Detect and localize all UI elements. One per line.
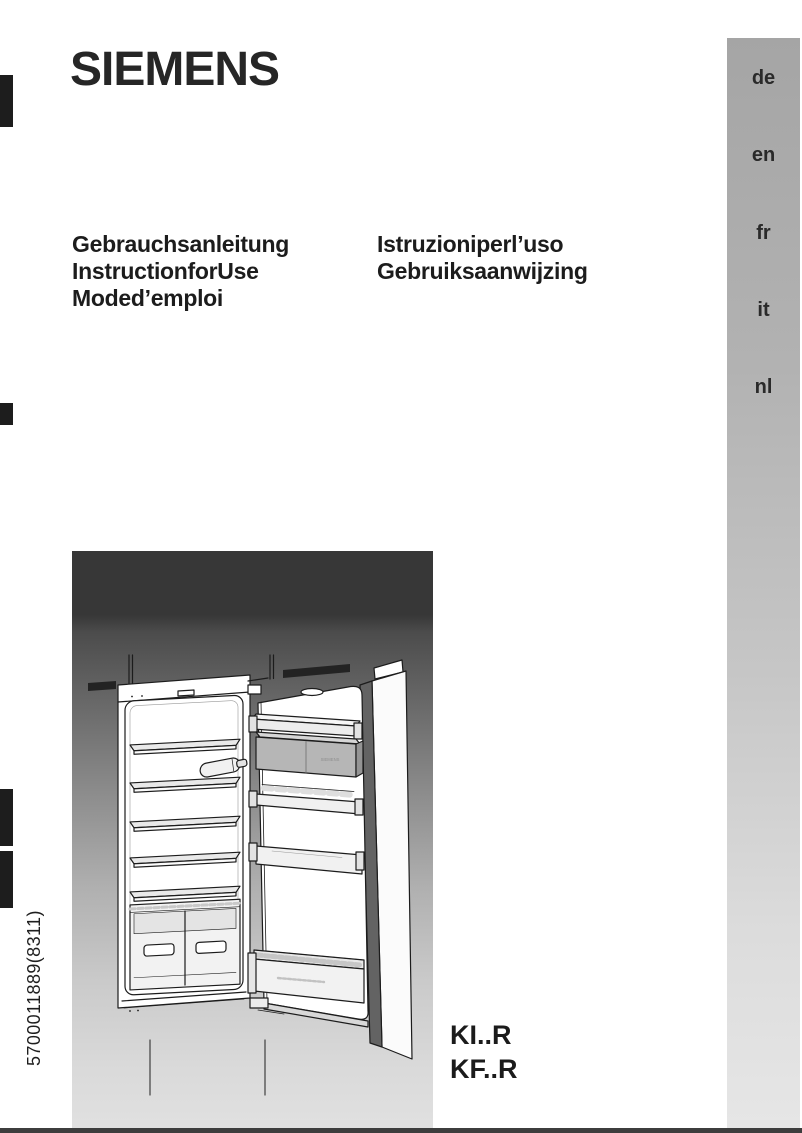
document-code: 5700011889(8311) (24, 910, 44, 1066)
refrigerator-door (248, 660, 412, 1059)
language-tab-nl: nl (754, 376, 773, 398)
language-tab-de: de (751, 67, 776, 89)
title-line-de: Gebrauchsanleitung (72, 231, 289, 257)
title-column-right (377, 231, 588, 285)
model-numbers (450, 1018, 518, 1086)
registration-mark (0, 789, 13, 846)
door-bin-brand-label: SIEMENS (320, 757, 340, 762)
model-line-1: KI..R (450, 1020, 512, 1050)
registration-mark (0, 851, 13, 908)
title-line-it: Istruzioniperl’uso (377, 231, 564, 257)
fridge-illustration (72, 551, 433, 1133)
page-bottom-edge (0, 1128, 802, 1133)
model-line-2: KF..R (450, 1054, 518, 1084)
title-column-left (72, 231, 289, 312)
registration-mark (0, 75, 13, 127)
brand-logo: SIEMENS (70, 43, 280, 96)
title-line-nl: Gebruiksaanwijzing (377, 258, 588, 284)
door-dairy-compartment (256, 732, 363, 777)
language-tab-en: en (751, 144, 776, 166)
refrigerator-cabinet (118, 675, 265, 1095)
language-tab-fr: fr (756, 222, 771, 244)
registration-mark (0, 403, 13, 425)
title-line-en: InstructionforUse (72, 258, 259, 284)
language-sidebar (727, 38, 800, 1128)
language-tab-it: it (757, 299, 770, 321)
vegetable-drawers (130, 899, 240, 990)
title-line-fr: Moded’emploi (72, 285, 224, 311)
